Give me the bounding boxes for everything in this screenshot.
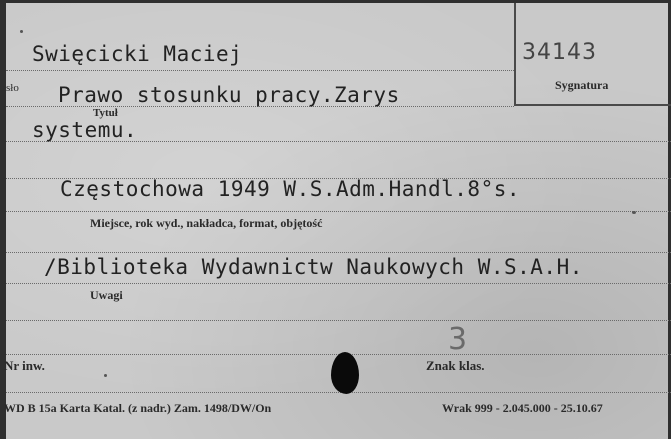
notes-text: /Biblioteka Wydawnictw Naukowych W.S.A.H. [44,255,583,279]
card-edge-top [0,0,671,3]
signature-value: 34143 [522,40,597,65]
speck [104,374,107,377]
ink-blot [331,352,359,394]
title-line-1: Prawo stosunku pracy.Zarys [58,83,400,107]
title-label: Tytuł [93,107,118,119]
title-line-2: systemu. [32,118,138,142]
rule-imprint [6,211,671,212]
rule-notes [6,283,671,284]
signature-label: Sygnatura [555,78,609,92]
rule-separator [6,252,671,253]
heading-label: sło [6,82,19,94]
imprint-label: Miejsce, rok wyd., nakładca, format, objętość [90,216,323,230]
signature-box-left-border [514,3,516,106]
rule-author [6,70,514,71]
author-name: Swięcicki Maciej [32,42,243,66]
footer-print-info: WD B 15a Karta Katal. (z nadr.) Zam. 1498/DW/On [4,401,272,415]
notes-label: Uwagi [90,288,123,302]
speck [20,30,23,33]
signature-box-bottom-border [514,104,671,106]
imprint-text: Częstochowa 1949 W.S.Adm.Handl.8°s. [60,177,521,201]
rule-blank-2 [6,320,671,321]
inventory-label: Nr inw. [4,358,45,373]
class-label: Znak klas. [426,358,485,373]
footer-print-run: Wrak 999 - 2.045.000 - 25.10.67 [442,401,603,415]
speck [632,211,636,214]
rule-footer [6,392,671,393]
class-mark: 3 [448,322,468,357]
